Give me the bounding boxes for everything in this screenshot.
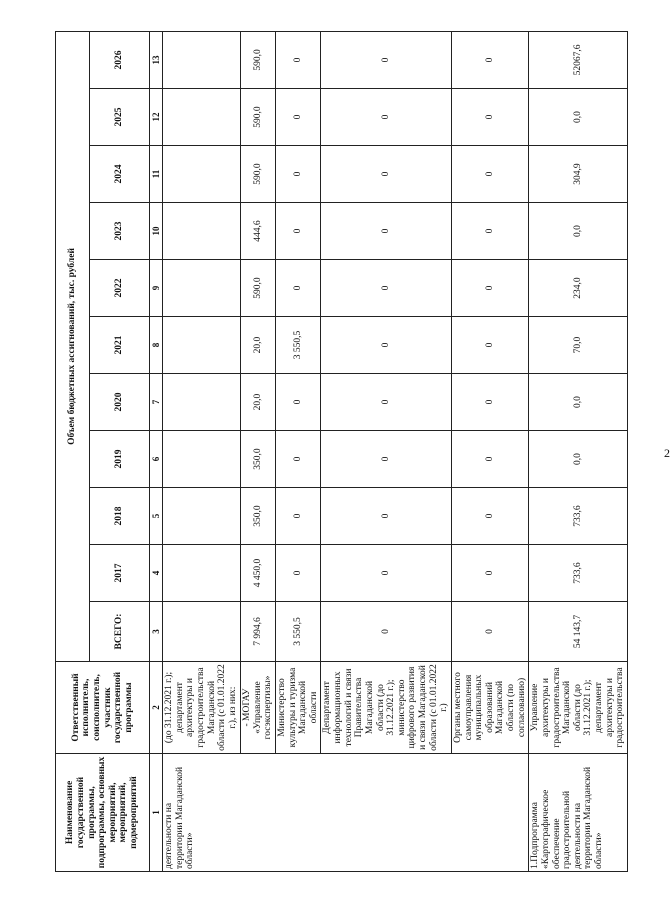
year-value-cell: 590,0 bbox=[241, 31, 276, 88]
header-year: 2026 bbox=[90, 31, 150, 88]
year-value-cell: 0 bbox=[451, 203, 528, 260]
year-value-cell: 0 bbox=[321, 89, 452, 146]
year-value-cell: 0 bbox=[451, 545, 528, 602]
header-year: 2020 bbox=[90, 374, 150, 431]
year-value-cell: 590,0 bbox=[241, 89, 276, 146]
header-name: Наименование государственной программы, подпрограммы, основных мероприятий, мероприятий, подмероприятий bbox=[56, 754, 150, 872]
year-value-cell bbox=[163, 374, 241, 431]
table-row bbox=[529, 31, 628, 871]
total-value-cell: 54 143,7 bbox=[529, 602, 628, 662]
year-value-cell: 0 bbox=[275, 31, 321, 88]
year-value-cell: 4 450,0 bbox=[241, 545, 276, 602]
column-number: 8 bbox=[150, 317, 163, 374]
year-value-cell: 0,0 bbox=[529, 89, 628, 146]
budget-table bbox=[55, 31, 628, 872]
row-name-cell: деятельности на территории Магаданской области» bbox=[163, 754, 529, 872]
year-value-cell bbox=[163, 488, 241, 545]
year-value-cell: 0 bbox=[451, 317, 528, 374]
year-value-cell bbox=[163, 545, 241, 602]
total-value-cell: 7 994,6 bbox=[241, 602, 276, 662]
year-value-cell: 733,6 bbox=[529, 545, 628, 602]
year-value-cell: 0 bbox=[321, 260, 452, 317]
table-row bbox=[163, 31, 241, 871]
row-name-cell: 1.Подпрограмма «Картографическое обеспечение градостроительной деятельности на территории Магаданской области» bbox=[529, 754, 628, 872]
column-number: 12 bbox=[150, 89, 163, 146]
year-value-cell bbox=[163, 146, 241, 203]
header-year: 2017 bbox=[90, 545, 150, 602]
total-value-cell: 0 bbox=[321, 602, 452, 662]
year-value-cell: 0 bbox=[275, 431, 321, 488]
year-value-cell: 52067,6 bbox=[529, 31, 628, 88]
column-number: 6 bbox=[150, 431, 163, 488]
year-value-cell bbox=[163, 31, 241, 88]
column-number: 3 bbox=[150, 602, 163, 662]
year-value-cell: 0 bbox=[321, 431, 452, 488]
year-value-cell: 0 bbox=[321, 31, 452, 88]
column-number: 11 bbox=[150, 146, 163, 203]
total-value-cell: 0 bbox=[451, 602, 528, 662]
year-value-cell bbox=[163, 317, 241, 374]
year-value-cell bbox=[163, 203, 241, 260]
responsible-cell: - МОГАУ «Управление госэкспертизы» bbox=[241, 662, 276, 754]
column-number-row bbox=[150, 31, 163, 871]
column-number: 1 bbox=[150, 754, 163, 872]
year-value-cell: 0 bbox=[321, 545, 452, 602]
year-value-cell: 0 bbox=[451, 89, 528, 146]
year-value-cell: 0 bbox=[451, 31, 528, 88]
year-value-cell: 0 bbox=[451, 146, 528, 203]
responsible-cell: Управление архитектуры и градостроительства Магаданской области (до 31.12.2021 г.); департамент архитектуры и градостроительства bbox=[529, 662, 628, 754]
table-row bbox=[241, 31, 276, 871]
header-budget: Объем бюджетных ассигнований, тыс. рублей bbox=[56, 31, 90, 661]
year-value-cell: 0 bbox=[321, 203, 452, 260]
year-value-cell: 733,6 bbox=[529, 488, 628, 545]
year-value-cell: 234,0 bbox=[529, 260, 628, 317]
total-value-cell: 3 550,5 bbox=[275, 602, 321, 662]
header-year: 2018 bbox=[90, 488, 150, 545]
year-value-cell: 0 bbox=[321, 374, 452, 431]
year-value-cell: 0 bbox=[321, 146, 452, 203]
header-year: 2024 bbox=[90, 146, 150, 203]
year-value-cell: 0 bbox=[451, 488, 528, 545]
year-value-cell: 350,0 bbox=[241, 488, 276, 545]
year-value-cell: 0 bbox=[275, 488, 321, 545]
year-value-cell: 70,0 bbox=[529, 317, 628, 374]
year-value-cell: 0 bbox=[275, 89, 321, 146]
year-value-cell: 20,0 bbox=[241, 374, 276, 431]
year-value-cell: 0 bbox=[321, 317, 452, 374]
year-value-cell: 0 bbox=[275, 203, 321, 260]
column-number: 2 bbox=[150, 662, 163, 754]
header-year: 2019 bbox=[90, 431, 150, 488]
column-number: 13 bbox=[150, 31, 163, 88]
year-value-cell: 0 bbox=[275, 260, 321, 317]
year-value-cell: 444,6 bbox=[241, 203, 276, 260]
column-number: 4 bbox=[150, 545, 163, 602]
year-value-cell: 0 bbox=[275, 374, 321, 431]
header-responsible: Ответственный исполнитель, соисполнитель, участник государственной программы bbox=[56, 662, 150, 754]
page-number: 2 bbox=[664, 446, 670, 460]
year-value-cell bbox=[163, 89, 241, 146]
year-value-cell: 590,0 bbox=[241, 260, 276, 317]
year-value-cell: 0 bbox=[451, 431, 528, 488]
table-row bbox=[275, 31, 321, 871]
year-value-cell: 0 bbox=[451, 374, 528, 431]
year-value-cell: 590,0 bbox=[241, 146, 276, 203]
responsible-cell: (до 31.12.2021 г.); департамент архитектуры и градостроительства Магаданской области (с 01.01.2022 г.), из них: bbox=[163, 662, 241, 754]
responsible-cell: Министерство культуры и туризма Магаданской области bbox=[275, 662, 321, 754]
header-year: 2021 bbox=[90, 317, 150, 374]
header-year: 2022 bbox=[90, 260, 150, 317]
column-number: 9 bbox=[150, 260, 163, 317]
responsible-cell: Департамент информационных технологий и связи Правительства Магаданской области (до 31.12.2021 г.); министерство цифрового развития и связи Магаданской области (с 01.01.2022 г.) bbox=[321, 662, 452, 754]
column-number: 5 bbox=[150, 488, 163, 545]
year-value-cell: 350,0 bbox=[241, 431, 276, 488]
responsible-cell: Органы местного самоуправления муниципальных образований Магаданской области (по согласованию) bbox=[451, 662, 528, 754]
year-value-cell: 0 bbox=[275, 545, 321, 602]
table-row bbox=[321, 31, 452, 871]
column-number: 7 bbox=[150, 374, 163, 431]
year-value-cell: 304,9 bbox=[529, 146, 628, 203]
year-value-cell: 0 bbox=[451, 260, 528, 317]
total-value-cell bbox=[163, 602, 241, 662]
header-year: 2025 bbox=[90, 89, 150, 146]
header-year: 2023 bbox=[90, 203, 150, 260]
year-value-cell: 0,0 bbox=[529, 374, 628, 431]
table-row bbox=[451, 31, 528, 871]
year-value-cell: 0,0 bbox=[529, 203, 628, 260]
year-value-cell bbox=[163, 260, 241, 317]
year-value-cell: 20,0 bbox=[241, 317, 276, 374]
year-value-cell bbox=[163, 431, 241, 488]
year-value-cell: 0,0 bbox=[529, 431, 628, 488]
header-total: ВСЕГО: bbox=[90, 602, 150, 662]
year-value-cell: 0 bbox=[275, 146, 321, 203]
column-number: 10 bbox=[150, 203, 163, 260]
rotated-table-sheet bbox=[55, 32, 626, 872]
year-value-cell: 0 bbox=[321, 488, 452, 545]
year-value-cell: 3 550,5 bbox=[275, 317, 321, 374]
